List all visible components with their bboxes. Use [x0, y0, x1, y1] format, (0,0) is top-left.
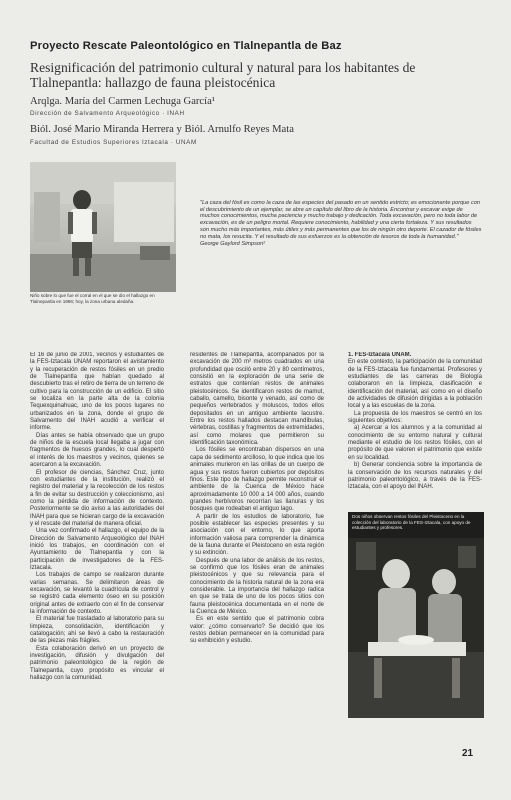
paragraph: Días antes se había observado que un grupo de niños de la escuela local llegaba a jugar con fragmentos de huesos grandes, lo cual despertó el interés de los maestros y vecinos, quienes se acercaron a la excavación. [30, 432, 164, 469]
quote-source: George Gaylord Simpson² [200, 241, 265, 248]
author-2-name: Biól. José Mario Miranda Herrera y Biól. Arnulfo Reyes Mata [30, 124, 294, 135]
paragraph: b) Generar conciencia sobre la importancia de la conservación de los recursos naturales y del patrimonio paleontológico, a través de la FES-Iztacala, con el apoyo del INAH. [348, 462, 482, 491]
paragraph: El material fue trasladado al laboratorio para su limpieza, consolidación, identificación y catalogación; ahí se llevó a cabo la restauración de las piezas más frágiles. [30, 616, 164, 645]
epigraph-quote [200, 200, 482, 248]
paragraph: La propuesta de los maestros se centró en los siguientes objetivos: [348, 410, 482, 425]
photo-child [30, 162, 176, 292]
photo-lab [348, 512, 484, 718]
paragraph: Después de una labor de análisis de los restos, se confirmó que los fósiles eran de animales pleistocénicos y que su relevancia para el conocimiento de la historia natural de la zona era considerable. La importancia del hallazgo radica en que se trata de uno de los pocos sitios con fauna pleistocénica documentada en el norte de la Cuenca de México. [190, 557, 324, 616]
author-2-affiliation: Facultad de Estudios Superiores Iztacala · UNAM [30, 139, 197, 146]
paragraph: El 16 de junio de 2001, vecinos y estudiantes de la FES-Iztacala UNAM reportaron el avistamiento y la recuperación de restos fósiles en un predio de Tlalnepantla que habían quedado al descubierto tras el retiro de tierra de un terreno de cultivo para la construcción de un edificio. El sitio se localiza en la parte alta de la colonia Tequexquinahuac, uno de los pocos lugares no urbanizados en la zona, donde el grupo de Salvamento del INAH acudió a verificar el informe. [30, 352, 164, 432]
text-column-1 [30, 352, 164, 704]
section-header: Proyecto Rescate Paleontológico en Tlalnepantla de Baz [30, 40, 342, 52]
paragraph: A partir de los estudios de laboratorio, fue posible establecer las especies presentes y su asociación con el entorno, lo que aporta información valiosa para comprender la dinámica de la fauna durante el Pleistoceno en esta región y su extinción. [190, 513, 324, 557]
quote-text: "La caza del fósil es como la caza de las especies del pasado en un sentido estricto; es emocionante porque con el descubrimiento de un ejemplar, se abre un capítulo del libro de la historia. Encontrar y excavar exige de muchos conocimientos, mucha paciencia y mucho trabajo y dedicación. Toda excavación, pero no toda labor de excavación, es de un peligro mortal. Requiere conocimiento, habilidad y una cierta fortaleza. Y sus resultados son mucho más importantes, más útiles y más permanentes que los de ningún otro deporte. El cazador de fósiles no mata, los resucita. Y el resultado de sus esfuerzos es la obtención de tesoros de toda la humanidad." [200, 200, 482, 240]
text-column-3 [348, 352, 482, 508]
paragraph: residentes de Tlalnepantla, acompañados por la excavación de 200 m² metros cuadrados en una profundidad que osciló entre 20 y 80 centímetros, consistió en la exploración de una serie de estratos que contenían restos de animales pleistocénicos. Se identificaron restos de mamut, caballo, camello, bisonte y venado, así como de pequeños vertebrados y moluscos, todos ellos depositados en un antiguo ambiente lacustre. Entre los restos hallados destacan mandíbulas, vértebras, costillas y fragmentos de extremidades, así como molares que permitieron su identificación taxonómica. [190, 352, 324, 447]
subheading: 1. FES-Iztacala UNAM. [348, 352, 412, 358]
paragraph: a) Acercar a los alumnos y a la comunidad al conocimiento de su entorno natural y cultural mediante el estudio de los restos fósiles, con el propósito de que valoren el patrimonio que existe en su localidad. [348, 425, 482, 461]
author-1-name: Arqlga. María del Carmen Lechuga García¹ [30, 96, 215, 107]
photo-lab-caption: Dos niños observan restos fósiles del Pleistoceno en la colección del laboratorio de la FES-Iztacala, con apoyo de estudiantes y profesores. [352, 514, 471, 531]
paragraph: Una vez confirmado el hallazgo, el equipo de la Dirección de Salvamento Arqueológico del INAH inició los trabajos, en coordinación con el Ayuntamiento de Tlalnepantla y con la participación de investigadores de la FES-Iztacala. [30, 528, 164, 571]
photo-child-caption: Niño sobre lo que fue el corral en el que se dio el hallazgo en Tlalnepantla en 1966; hoy, la zona urbana aledaña. [30, 293, 155, 304]
author-1-affiliation: Dirección de Salvamento Arqueológico · INAH [30, 110, 185, 117]
paragraph: Es en este sentido que el patrimonio cobra valor: ¿cómo conservarlo? Se decidió que los restos debían permanecer en la comunidad para su exhibición y estudio. [190, 616, 324, 645]
paragraph: El profesor de ciencias, Sánchez Cruz, junto con estudiantes de la institución, realizó el registro del material y la recolección de los restos a fin de evitar su destrucción y coleccionismo, así como la pérdida de información de contexto. Posteriormente se dio aviso a las autoridades del INAH para que se hicieran cargo de la excavación y el rescate del material de manera oficial. [30, 469, 164, 527]
paragraph: En este contexto, la participación de la comunidad de la FES-Iztacala fue fundamental. Profesores y estudiantes de las carreras de Biología colaboraron en la limpieza, clasificación e identificación del material, así como en el diseño de actividades de difusión dirigidas a la población local y a las escuelas de la zona. [348, 359, 482, 410]
page-number: 21 [462, 748, 474, 759]
text-column-2 [190, 352, 324, 704]
paragraph: Los fósiles se encontraban dispersos en una capa de sedimento arcilloso, lo que indica que los animales murieron en las orillas de un cuerpo de agua y sus restos fueron cubiertos por depósitos finos. Este tipo de hallazgo permite reconstruir el ambiente de la Cuenca de México hace aproximadamente 10 000 a 14 000 años, cuando grandes herbívoros recorrían las llanuras y los bosques que rodeaban el antiguo lago. [190, 447, 324, 513]
paragraph: Los trabajos de campo se realizaron durante varias semanas. Se delimitaron áreas de excavación, se levantó la cuadrícula de control y se registró cada elemento óseo en su posición original antes de extraerlo con el fin de conservar la información de contexto. [30, 572, 164, 616]
paragraph: Esta colaboración derivó en un proyecto de investigación, difusión y divulgación del patrimonio paleontológico de la región de Tlalnepantla, cuyo propósito es vincular el hallazgo con la comunidad. [30, 645, 164, 682]
article-title: Resignificación del patrimonio cultural y natural para los habitantes de Tlalnepantla: hallazgo de fauna pleistocénica [30, 60, 416, 90]
